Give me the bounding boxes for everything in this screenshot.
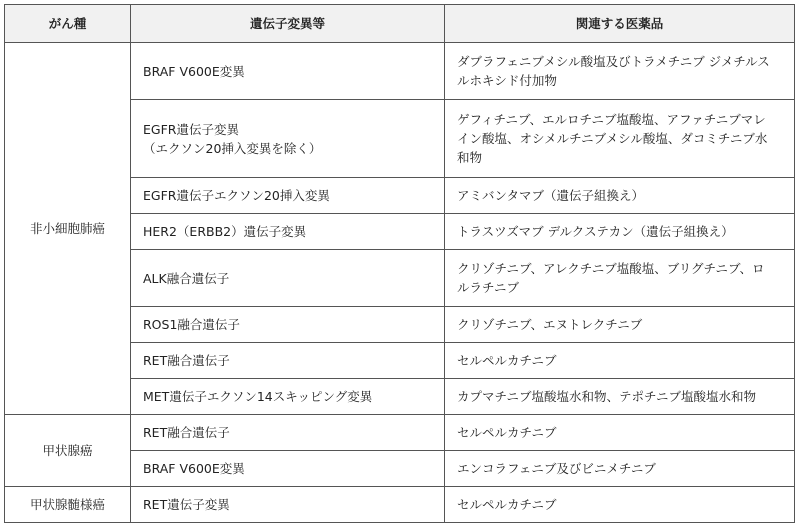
- cancer-type-cell: 甲状腺髄様癌: [5, 487, 131, 523]
- drug-text: セルペルカチニブ: [457, 425, 557, 440]
- drug-text: エンコラフェニブ及びビニメチニブ: [457, 461, 656, 476]
- gene-cell: [131, 214, 445, 250]
- header-related-drug: 関連する医薬品: [445, 5, 795, 43]
- drug-text: ルラチニブ: [457, 280, 520, 295]
- drug-cell: [445, 343, 795, 379]
- drug-text: ダブラフェニブメシル酸塩及びトラメチニブ ジメチルス: [457, 54, 770, 69]
- drug-cell: [445, 43, 795, 100]
- drug-cell: [445, 100, 795, 178]
- drug-text: トラスツズマブ デルクステカン（遺伝子組換え）: [457, 224, 734, 239]
- drug-cell: [445, 214, 795, 250]
- drug-text: ゲフィチニブ、エルロチニブ塩酸塩、アファチニブマレ: [457, 112, 766, 127]
- gene-text: ALK融合遺伝子: [143, 270, 230, 286]
- gene-text: RET融合遺伝子: [143, 353, 230, 368]
- drug-cell: [445, 451, 795, 487]
- gene-text: RET融合遺伝子: [143, 425, 230, 440]
- gene-text: EGFR遺伝子エクソン20挿入変異: [143, 188, 330, 203]
- table-header-row: [5, 5, 795, 43]
- drug-cell: [445, 250, 795, 307]
- drug-text: ルホキシド付加物: [457, 73, 557, 88]
- drug-cell: [445, 487, 795, 523]
- gene-drug-table: [4, 4, 795, 523]
- gene-text: BRAF V600E変異: [143, 63, 245, 79]
- drug-cell: [445, 415, 795, 451]
- table-row: [5, 43, 795, 100]
- drug-cell: [445, 307, 795, 343]
- table-row: [5, 487, 795, 523]
- gene-cell: [131, 451, 445, 487]
- drug-text: カプマチニブ塩酸塩水和物、テポチニブ塩酸塩水和物: [457, 389, 757, 404]
- gene-text: ROS1融合遺伝子: [143, 317, 240, 332]
- drug-text: クリゾチニブ、アレクチニブ塩酸塩、ブリグチニブ、ロ: [457, 261, 765, 276]
- drug-text: セルペルカチニブ: [457, 353, 557, 368]
- gene-cell: [131, 415, 445, 451]
- drug-text: クリゾチニブ、エヌトレクチニブ: [457, 317, 643, 332]
- header-cancer-type: がん種: [5, 5, 131, 43]
- gene-cell: [131, 43, 445, 100]
- gene-cell: [131, 100, 445, 178]
- cancer-type-cell: 非小細胞肺癌: [5, 43, 131, 415]
- drug-text: 和物: [457, 150, 483, 165]
- table-row: [5, 415, 795, 451]
- drug-cell: [445, 178, 795, 214]
- drug-text: イン酸塩、オシメルチニブメシル酸塩、ダコミチニブ水: [457, 131, 768, 146]
- gene-cell: [131, 307, 445, 343]
- header-gene-mutation: 遺伝子変異等: [131, 5, 445, 43]
- gene-cell: [131, 487, 445, 523]
- gene-cell: [131, 178, 445, 214]
- gene-text: （エクソン20挿入変異を除く）: [143, 140, 322, 156]
- gene-text: EGFR遺伝子変異: [143, 121, 239, 137]
- gene-text: BRAF V600E変異: [143, 461, 245, 476]
- gene-text: HER2（ERBB2）遺伝子変異: [143, 224, 307, 239]
- gene-cell: [131, 343, 445, 379]
- gene-cell: [131, 250, 445, 307]
- cancer-type-cell: 甲状腺癌: [5, 415, 131, 487]
- gene-text: MET遺伝子エクソン14スキッピング変異: [143, 389, 373, 404]
- drug-cell: [445, 379, 795, 415]
- gene-text: RET遺伝子変異: [143, 497, 230, 512]
- drug-text: アミバンタマブ（遺伝子組換え）: [457, 188, 645, 203]
- drug-text: セルペルカチニブ: [457, 497, 557, 512]
- gene-cell: [131, 379, 445, 415]
